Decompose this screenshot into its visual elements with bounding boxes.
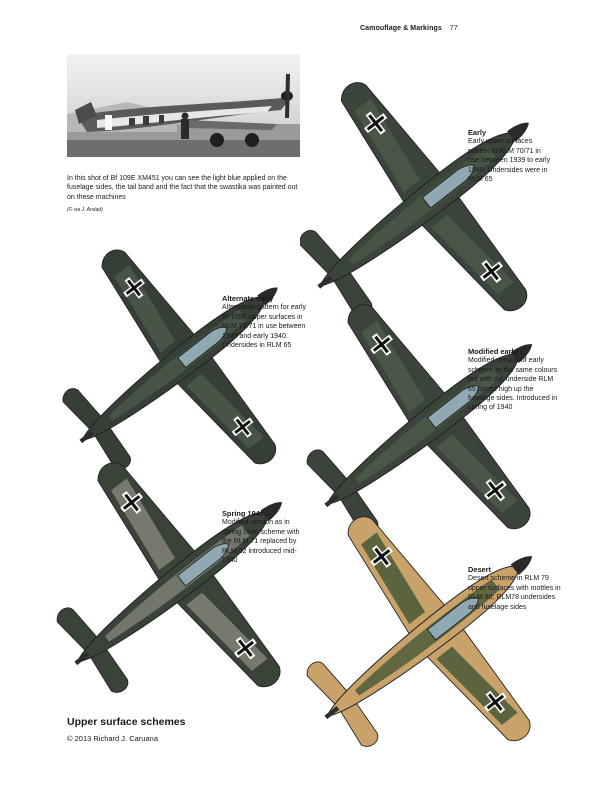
page-number: 77 xyxy=(449,25,458,32)
section-title: Camouflage & Markings xyxy=(360,25,442,32)
scheme-title: Alternate early xyxy=(222,294,274,303)
scheme-caption-early xyxy=(468,128,553,184)
scheme-description: Alternative pattern for early Bf 109E upper surfaces in RLM 70/71 in use between 1939 and early 1940. Undersides in RLM 65 xyxy=(222,304,307,350)
scheme-title: Desert xyxy=(468,565,492,574)
figure-title: Upper surface schemes xyxy=(67,716,186,728)
photo-credit: (© via J. Arstad) xyxy=(67,207,103,213)
scheme-caption-desert xyxy=(468,565,563,612)
running-head xyxy=(360,25,560,32)
archive-photo xyxy=(67,54,300,157)
scheme-caption-modified-early xyxy=(468,347,558,413)
scheme-description: Modified version of early scheme, in the same colours but with the underside RLM 65 raised high up the fuselage sides. Introduced in spring of 1940 xyxy=(468,357,558,412)
scheme-title: Early xyxy=(468,128,487,137)
scheme-description: Desert scheme in RLM 79 upper surfaces with mottles in RLM 80; RLM78 undersides and fuselage sides xyxy=(468,575,561,611)
plane-desert xyxy=(300,490,570,775)
scheme-description: Modified version as in spring 1940 scheme with the RLM 71 replaced by RLM 02 introduced mid-1940 xyxy=(222,519,300,565)
scheme-caption-alternate-early xyxy=(222,294,312,350)
scheme-title: Spring 1940 xyxy=(222,509,264,518)
plane-spring-1940 xyxy=(50,430,320,715)
copyright-line: © 2013 Richard J. Caruana xyxy=(67,734,158,743)
scheme-description: Early upper surfaces pattern in RLM 70/71 in use between 1939 to early 1940. Undersides were in RLM 65 xyxy=(468,138,551,184)
scheme-caption-spring-1940 xyxy=(222,509,310,565)
scheme-title: Modified early xyxy=(468,347,518,356)
photo-caption: In this shot of Bf 109E XM451 you can see the light blue applied on the fuselage sides, the tail band and the fact that the swastika was painted out on these machines xyxy=(67,175,298,201)
